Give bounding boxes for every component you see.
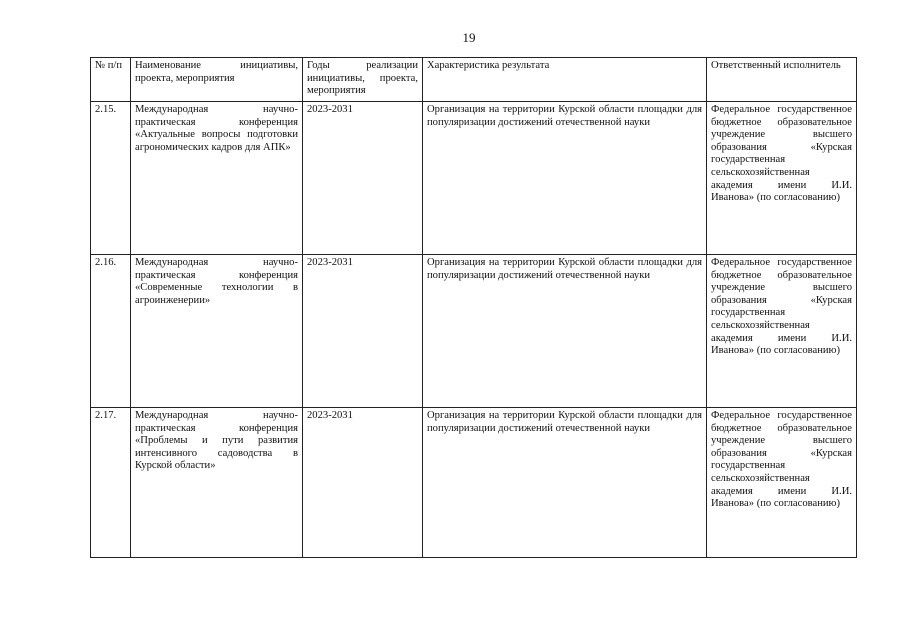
header-name: Наименование инициативы, проекта, мероприятия xyxy=(131,58,303,102)
row-result: Организация на территории Курской области площадки для популяризации достижений отечественной науки xyxy=(423,255,707,408)
table-row xyxy=(91,408,857,558)
row-number: 2.16. xyxy=(91,255,131,408)
row-result: Организация на территории Курской области площадки для популяризации достижений отечественной науки xyxy=(423,102,707,255)
measures-table xyxy=(90,57,857,558)
row-result: Организация на территории Курской области площадки для популяризации достижений отечественной науки xyxy=(423,408,707,558)
row-name: Международная научно-практическая конференция «Проблемы и пути развития интенсивного садоводства в Курской области» xyxy=(131,408,303,558)
row-number: 2.17. xyxy=(91,408,131,558)
header-executor: Ответственный исполнитель xyxy=(707,58,857,102)
row-years: 2023-2031 xyxy=(303,255,423,408)
header-number: № п/п xyxy=(91,58,131,102)
table-header-row xyxy=(91,58,857,102)
row-number: 2.15. xyxy=(91,102,131,255)
page-number: 19 xyxy=(462,30,476,45)
row-name: Международная научно-практическая конференция «Актуальные вопросы подготовки агрономических кадров для АПК» xyxy=(131,102,303,255)
table-row xyxy=(91,102,857,255)
row-executor: Федеральное государственное бюджетное образовательное учреждение высшего образования «Курская государственная сельскохозяйственная академия имени И.И. Иванова» (по согласованию) xyxy=(707,102,857,255)
table-row xyxy=(91,255,857,408)
row-executor: Федеральное государственное бюджетное образовательное учреждение высшего образования «Курская государственная сельскохозяйственная академия имени И.И. Иванова» (по согласованию) xyxy=(707,255,857,408)
header-years: Годы реализации инициативы, проекта, мероприятия xyxy=(303,58,423,102)
row-years: 2023-2031 xyxy=(303,102,423,255)
row-years: 2023-2031 xyxy=(303,408,423,558)
row-name: Международная научно-практическая конференция «Современные технологии в агроинженерии» xyxy=(131,255,303,408)
header-result: Характеристика результата xyxy=(423,58,707,102)
row-executor: Федеральное государственное бюджетное образовательное учреждение высшего образования «Курская государственная сельскохозяйственная академия имени И.И. Иванова» (по согласованию) xyxy=(707,408,857,558)
